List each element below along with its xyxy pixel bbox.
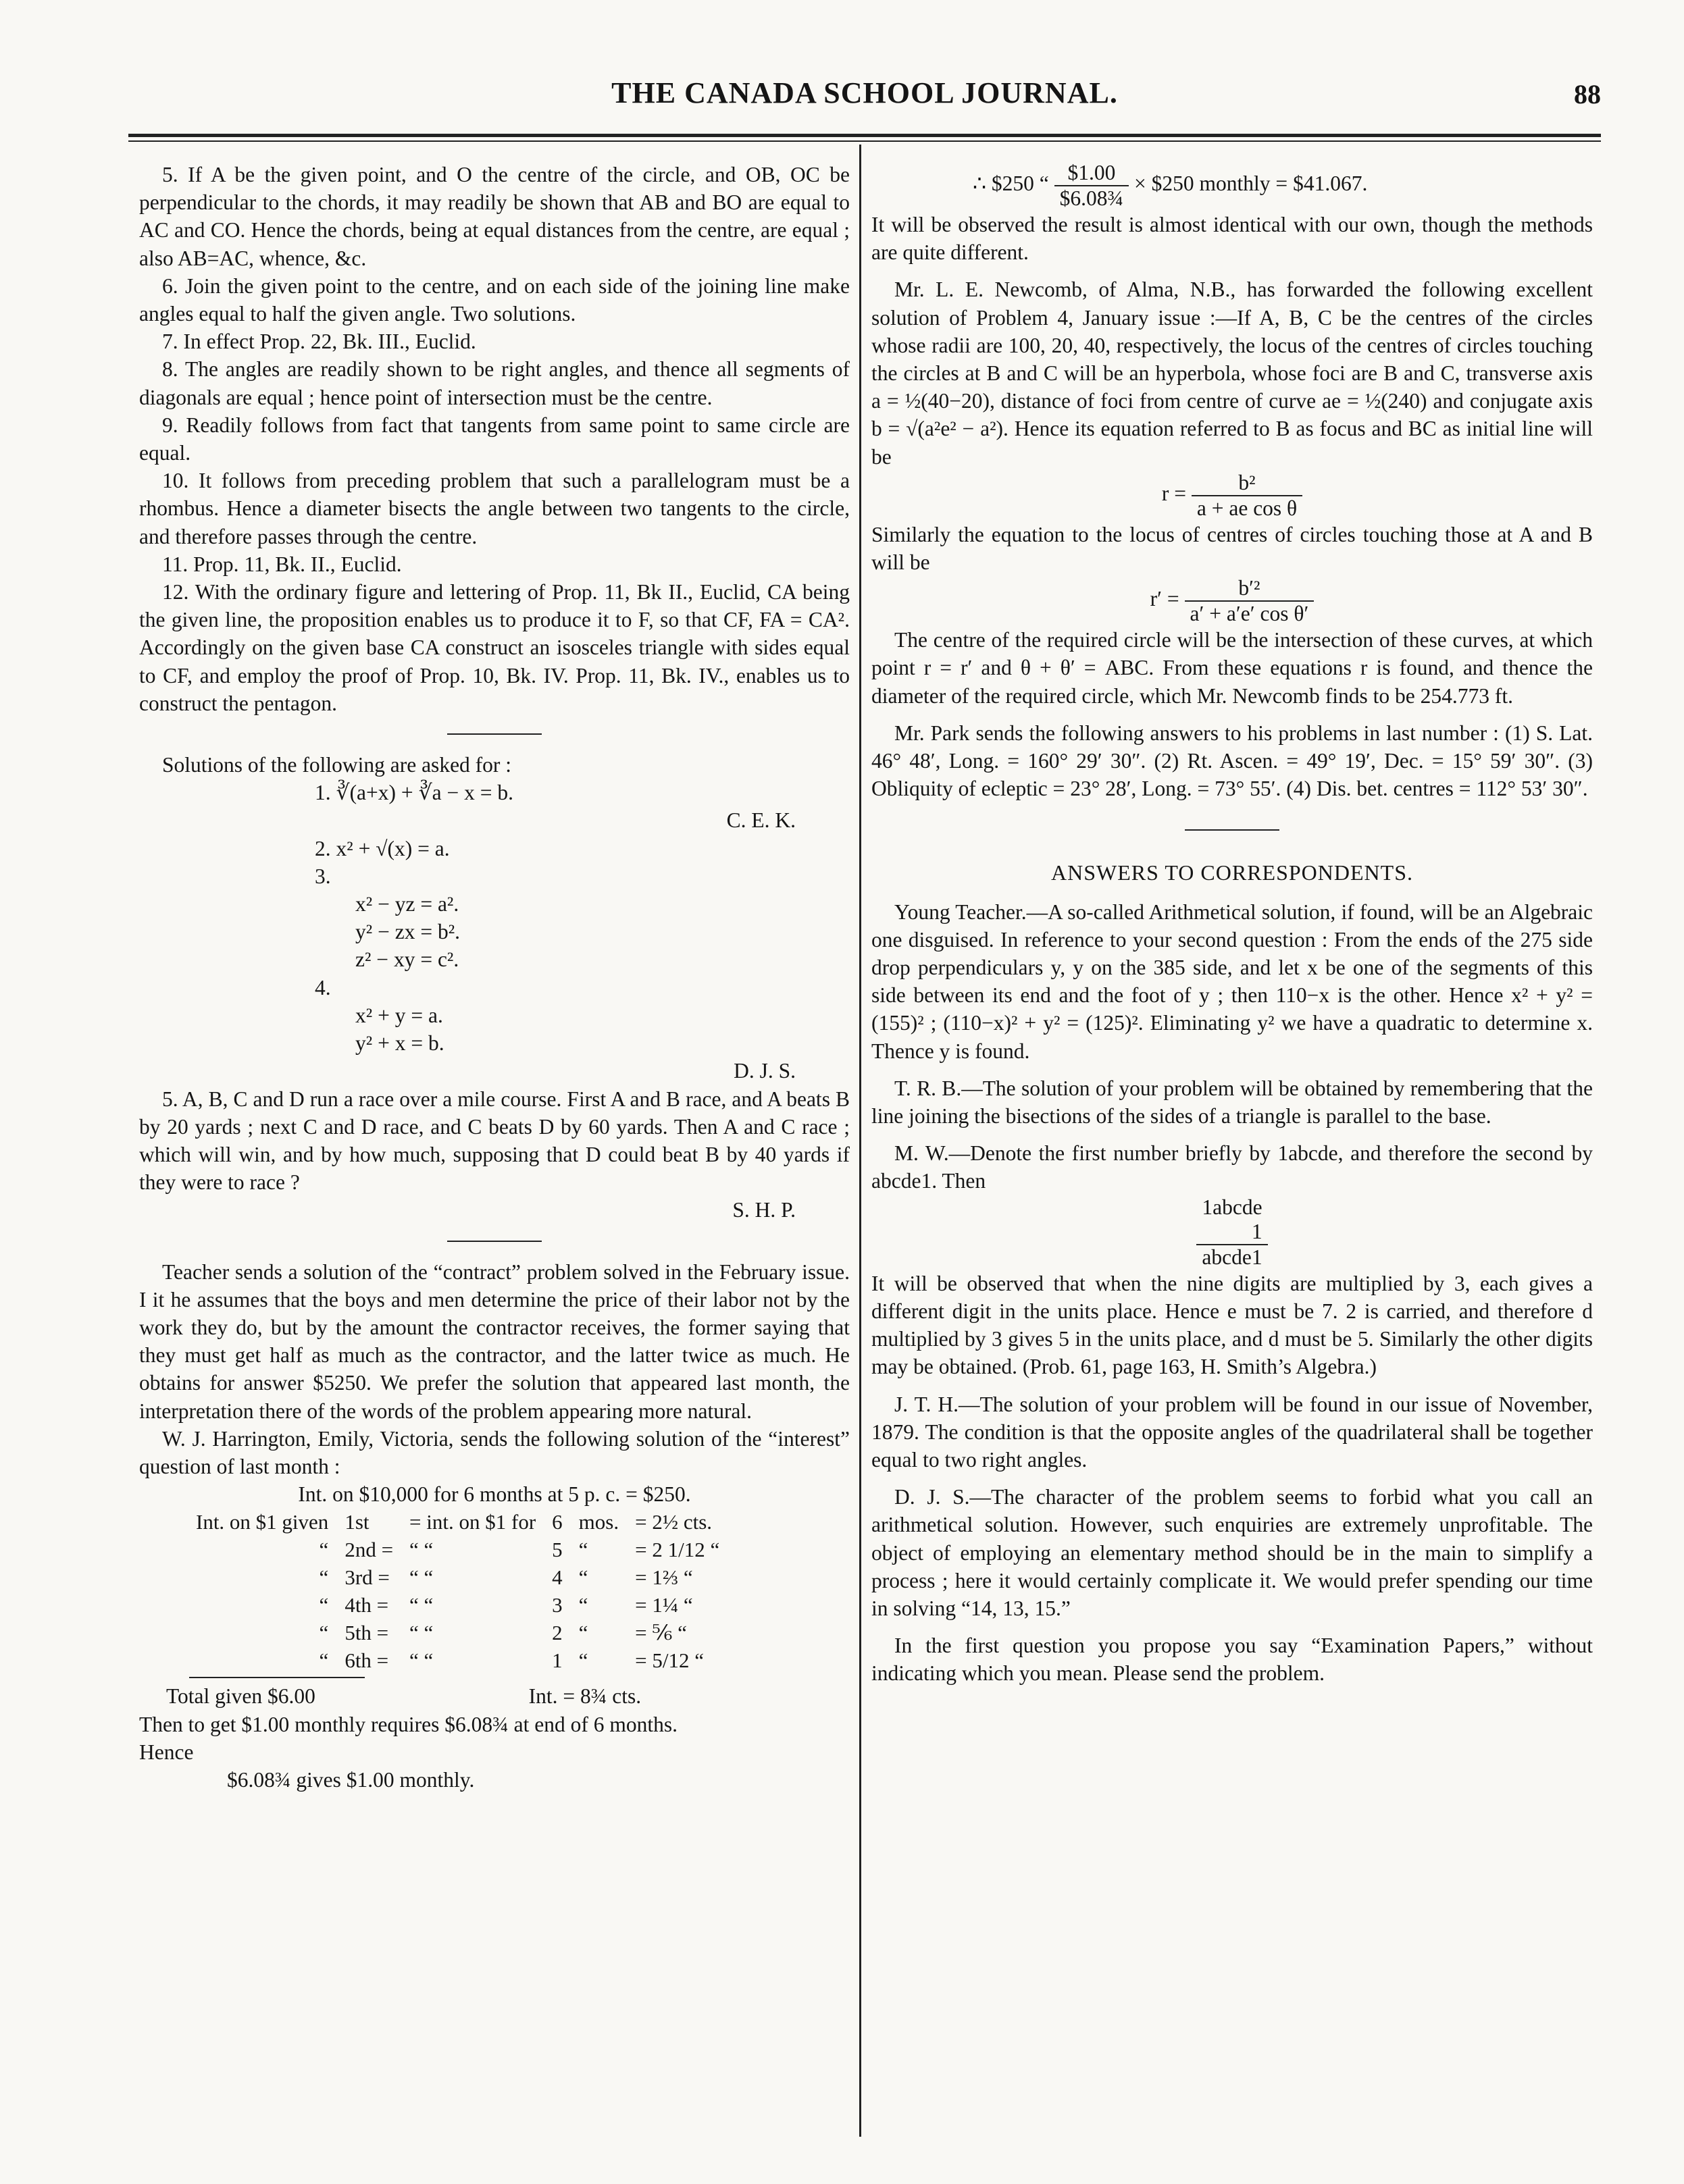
equation-2-lhs: r′ = [1150,587,1179,611]
solution-paragraph: 9. Readily follows from fact that tangents from same point to same circle are equal. [139,413,850,465]
total-interest: Int. = 8¾ cts. [528,1684,642,1709]
therefore-suffix: × $250 monthly = $41.067. [1134,172,1368,196]
fraction [1185,576,1315,626]
problem-4-equation: y² + x = b. [355,1031,444,1056]
newcomb-paragraph: Mr. L. E. Newcomb, of Alma, N.B., has forwarded the following excellent solution of Problem 4, January issue :—If A, B, C be the centres of the circles whose radii are 100, 20, 40, respectively, the locus of the centres of circles touching the circles at B and C will be an hyperbola, whose foci are B and C, transverse axis a = ½(40−20), distance of foci from centre of curve ae = ½(240) and conjugate axis b = √(a²e² − a²). Hence its equation referred to B as focus and BC as initial line will be [871,278,1593,469]
table-cell: 4 [552,1565,563,1590]
table-cell: = 2 1/12 “ [635,1538,720,1562]
problem-1-signature: C. E. K. [726,808,796,833]
table-cell: “ “ [409,1565,434,1590]
similarly-paragraph: Similarly the equation to the locus of centres of circles touching those at A and B will be [871,522,1593,575]
problem-3-label: 3. [315,864,331,888]
fraction-numerator: b² [1192,471,1302,496]
trb-answer: T. R. B.—The solution of your problem will be obtained by remembering that the line joining the bisections of the sides of a triangle is parallel to the base. [871,1076,1593,1128]
asked-intro: Solutions of the following are asked for : [162,753,512,777]
page-number: 88 [1574,79,1601,109]
table-cell: 2 [552,1621,563,1645]
table-cell: = ⅚ “ [635,1621,687,1645]
fraction [1192,471,1302,521]
journal-title: THE CANADA SCHOOL JOURNAL. [611,76,1118,109]
problem-5: 5. A, B, C and D run a race over a mile course. First A and B race, and A beats B by 20 yards ; next C and D race, and C beats D by 60 yards. Then A and C race ; which will win, and by how much, supposing that D could beat B by 40 yards if they were to race ? [139,1087,850,1195]
fraction-denominator: a + ae cos θ [1196,496,1298,520]
solution-paragraph: 8. The angles are readily shown to be right angles, and thence all segments of diagonals are equal ; hence point of intersection must be the centre. [139,357,850,409]
problem-3-equation: y² − zx = b². [355,920,461,944]
teacher-paragraph: Teacher sends a solution of the “contract” problem solved in the February issue. I it he assumes that the boys and men determine the price of their labor not by the work they do, but by the amount the contractor receives, the former saying that they must get half as much as the contractor, and the latter twice as much. He obtains for answer $5250. We prefer the solution that appeared last month, the interpretation there of the words of the problem appearing more natural. [139,1259,850,1423]
table-row [188,1563,728,1591]
mw-fraction [871,1195,1593,1270]
table-row [188,1619,728,1646]
fraction [1054,161,1129,211]
section-rule [447,1241,542,1242]
total-given: Total given $6.00 [166,1684,315,1709]
table-cell: = 2½ cts. [635,1510,713,1534]
solution-paragraph: 11. Prop. 11, Bk. II., Euclid. [162,552,402,576]
young-teacher-answer: Young Teacher.—A so-called Arithmetical solution, if found, will be an Algebraic one disguised. In reference to your second question : From the ends of the 275 side drop perpendiculars y, y on the 385 side, and let x be one of the segments of this side between its end and the foot of y ; then 110−x is the other. Hence x² + y² = (155)² ; (110−x)² + y² = (125)². Eliminating y² we have a quadratic to determine x. Thence y is found. [871,900,1593,1063]
table-cell: 5 [552,1538,563,1562]
table-cell: “ “ [409,1621,434,1645]
solution-paragraph: 5. If A be the given point, and O the centre of the circle, and OB, OC be perpendicular to the chords, it may readily be shown that AB and BO are equal to AC and CO. Hence the chords, being at equal distances from the centre, are equal ; also AB=AC, whence, &c. [139,163,850,270]
header-rule-thick [128,134,1601,137]
section-rule [447,733,542,735]
mw-answer: M. W.—Denote the first number briefly by 1abcde, and therefore the second by abcde1. Then [871,1141,1593,1193]
equation-2 [871,576,1593,626]
fraction-numerator: 1abcde [1202,1195,1262,1219]
solution-paragraph: 6. Join the given point to the centre, and on each side of the joining line make angles equal to half the given angle. Two solutions. [139,274,850,326]
table-cell: “ [578,1648,588,1673]
problem-4-signature: D. J. S. [734,1059,796,1083]
table-cell: Int. on $1 given [196,1510,329,1534]
table-cell: 4th = [345,1593,389,1617]
interest-table [188,1508,728,1674]
table-cell: “ [578,1593,588,1617]
fraction-numerator: $1.00 [1054,161,1129,186]
table-cell: “ [319,1648,329,1673]
table-row [188,1646,728,1674]
table-cell: 5th = [345,1621,389,1645]
fraction-denominator: a′ + a′e′ cos θ′ [1190,602,1309,626]
table-cell: 6th = [345,1648,389,1673]
table-cell: 6 [552,1510,563,1534]
table-row [188,1591,728,1619]
solution-paragraph: 12. With the ordinary figure and lettering of Prop. 11, Bk II., Euclid, CA being the given line, the proposition enables us to produce it to F, so that CF, FA = CA². Accordingly on the given base CA construct an isosceles triangle with sides equal to CF, and employ the proof of Prop. 10, Bk. IV. Prop. 11, Bk. IV., enables us to construct the pentagon. [139,580,850,715]
table-cell: 2nd = [345,1538,394,1562]
jth-answer: J. T. H.—The solution of your problem will be found in our issue of November, 1879. The condition is that the opposite angles of the quadrilateral shall be together equal to two right angles. [871,1392,1593,1472]
solution-paragraph: 10. It follows from preceding problem that such a parallelogram must be a rhombus. Hence a diameter bisects the angle between two tangents to the circle, and therefore passes through the centre. [139,469,850,548]
harrington-paragraph: W. J. Harrington, Emily, Victoria, sends the following solution of the “interest” question of last month : [139,1426,850,1478]
column-divider [859,145,861,2137]
therefore-equation [871,161,1593,211]
equation-1-lhs: r = [1161,482,1186,506]
table-cell: = 5/12 “ [635,1648,704,1673]
problem-4-label: 4. [315,975,331,999]
fraction [1196,1195,1267,1270]
table-cell: = 1⅔ “ [635,1565,693,1590]
total-line [139,1682,850,1710]
table-cell: “ [578,1621,588,1645]
park-paragraph: Mr. Park sends the following answers to his problems in last number : (1) S. Lat. 46° 48′, Long. = 160° 29′ 30″. (2) Rt. Ascen. = 49° 19′, Dec. = 15° 59′ 30″. (3) Obliquity of ecleptic = 23° 28′, Long. = 73° 55′. (4) Dis. bet. centres = 112° 53′ 30″. [871,721,1593,801]
exam-papers-answer: In the first question you propose you say “Examination Papers,” without indicating which you mean. Please send the problem. [871,1634,1593,1686]
problem-4-equation: x² + y = a. [355,1003,443,1027]
interest-line: Int. on $10,000 for 6 months at 5 p. c. = $250. [298,1482,691,1507]
page-header [128,76,1601,130]
problem-3-equation: z² − xy = c². [355,947,459,972]
problem-3-equation: x² − yz = a². [355,892,459,916]
problem-2: 2. x² + √(x) = a. [315,836,450,860]
table-cell: 1st [345,1510,369,1534]
mw-answer-continued: It will be observed that when the nine digits are multiplied by 3, each gives a different digit in the units place. Hence e must be 7. 2 is carried, and therefore d multiplied by 3 gives 5 in the units place, and d must be 5. Similarly the other digits may be obtained. (Prob. 61, page 163, H. Smith’s Algebra.) [871,1271,1593,1379]
problem-5-signature: S. H. P. [732,1198,796,1222]
equation-1 [871,471,1593,521]
table-cell: “ “ [409,1538,434,1562]
table-cell: mos. [578,1510,619,1534]
table-cell: 1 [552,1648,563,1673]
centre-paragraph: The centre of the required circle will be the intersection of these curves, at which point r = r′ and θ + θ′ = ABC. From these equations r is found, and thence the diameter of the required circle, which Mr. Newcomb finds to be 254.773 ft. [871,628,1593,708]
left-column [139,161,850,1794]
hence-word: Hence [139,1740,194,1764]
table-cell: “ [578,1538,588,1562]
table-cell: “ [319,1593,329,1617]
right-column [871,161,1593,1688]
answers-heading: ANSWERS TO CORRESPONDENTS. [1050,860,1413,885]
header-rule-thin [128,140,1601,142]
therefore-prefix: ∴ $250 “ [973,172,1049,196]
section-rule [1185,829,1279,831]
table-cell: “ “ [409,1593,434,1617]
table-cell: = int. on $1 for [409,1510,536,1534]
fraction-denominator: abcde1 [1202,1245,1262,1269]
gives-line: $6.08¾ gives $1.00 monthly. [227,1767,475,1792]
table-cell: “ [319,1565,329,1590]
fraction-numerator: b′² [1185,576,1315,602]
table-cell: = 1¼ “ [635,1593,693,1617]
solution-paragraph: 7. In effect Prop. 22, Bk. III., Euclid. [162,330,476,354]
table-cell: 3 [552,1593,563,1617]
total-rule [189,1677,365,1678]
djs-answer: D. J. S.—The character of the problem seems to forbid what you call an arithmetical solution. However, such enquiries are extremely unprofitable. The object of employing an elementary method should be in the main to simplify a process ; here it would certainly complicate it. We would prefer spending our time in solving “14, 13, 15.” [871,1485,1593,1620]
table-row [188,1536,728,1563]
table-row [188,1508,728,1536]
table-cell: “ [319,1621,329,1645]
table-cell: 3rd = [345,1565,390,1590]
then-line: Then to get $1.00 monthly requires $6.08¾ at end of 6 months. [139,1712,678,1736]
table-cell: “ [319,1538,329,1562]
problem-1: 1. ∛(a+x) + ∛a − x = b. [315,781,514,805]
table-cell: “ “ [409,1648,434,1673]
observed-paragraph: It will be observed the result is almost identical with our own, though the methods are quite different. [871,213,1593,265]
fraction-denominator: $6.08¾ [1059,186,1124,210]
table-cell: “ [578,1565,588,1590]
fraction-numerator: 1 [1196,1220,1267,1245]
